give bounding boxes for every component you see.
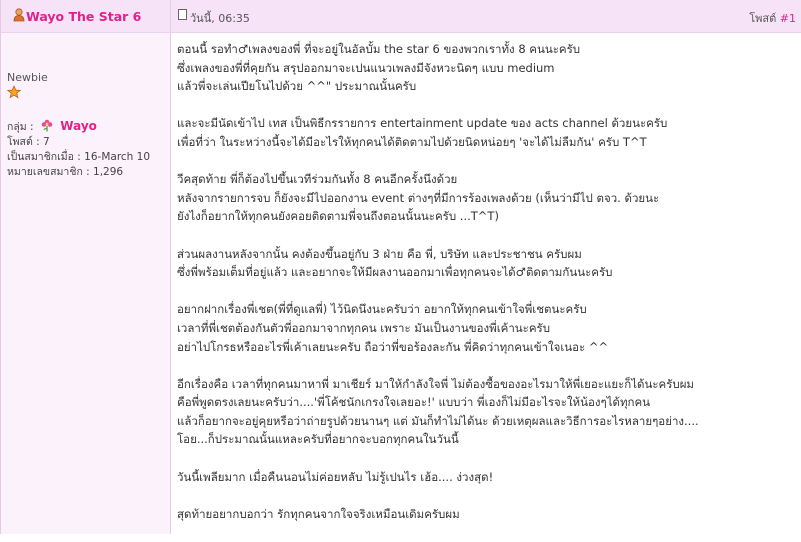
- paragraph: [177, 114, 797, 151]
- paragraph: [177, 300, 797, 356]
- author-post-count: โพสต์ : 7: [7, 136, 50, 148]
- text-line: เพื่อที่ว่า ในระหว่างนี้จะได้มีอะไรให้ทุกคนได้ติดตามไปด้วยนิดหน่อยๆ 'จะได้ไม่ลืมกัน' ครับ T^T: [177, 134, 647, 149]
- text-line: วันนี้เพลียมาก เมื่อคืนนอนไม่ค่อยหลับ ไม่รู้เปนไร เฮ้อ.... ง่วงสุด!: [177, 469, 494, 484]
- text-line: วีคสุดท้าย พี่ก็ต้องไปขึ้นเวทีร่วมกันทั้ง 8 คนอีกครั้งนึงด้วย: [177, 172, 458, 187]
- post-header: [171, 0, 801, 33]
- group-name: Wayo: [60, 119, 97, 133]
- post-number: [749, 9, 796, 27]
- star-icon: [7, 85, 21, 99]
- post-date: วันนี้, 06:35: [190, 12, 250, 25]
- paragraph: [177, 505, 797, 524]
- paragraph: [177, 375, 797, 449]
- post-number-link[interactable]: #1: [779, 12, 796, 25]
- text-line: อีกเรื่องคือ เวลาที่ทุกคนมาหาพี่ มาเชียร์ มาให้กำลังใจพี่ ไม่ต้องซื้อของอะไรมาให้พี่เยอะแยะก็ได้นะครับผม: [177, 376, 695, 391]
- document-icon: [178, 9, 187, 20]
- text-line: และจะมีนัดเข้าไป เทส เป็นพิธีกรรายการ entertainment update ของ acts channel ด้วยนะครับ: [177, 116, 668, 131]
- text-line: สุดท้ายอยากบอกว่า รักทุกคนจากใจจริงเหมือนเดิมครับผม: [177, 506, 460, 521]
- text-line: ซึ่งพี่พร้อมเต็มที่อยู่แล้ว และอยากจะให้มีผลงานออกมาเพื่อทุกคนจะได้♂ติดตามกันนะครับ: [177, 265, 613, 280]
- text-line: ยังไงก็อยากให้ทุกคนยังคอยติดตามพี่จนถึงตอนนั้นนะครับ ...T^T): [177, 209, 499, 224]
- author-name[interactable]: Wayo The Star 6: [26, 9, 142, 24]
- post-label: โพสต์: [749, 12, 777, 25]
- author-sidebar: [1, 33, 171, 534]
- user-icon: [13, 8, 25, 22]
- text-line: ซึ่งเพลงของพี่ที่คุยกัน สรุปออกมาจะเปนแนวเพลงมีจังหวะนิดๆ แบบ medium: [177, 60, 555, 75]
- text-line: คือพี่พูดตรงเลยนะครับว่า....'พี่โค้ชนักเกรงใจเลยอะ!' แบบว่า พี่เองก็ไม่มีอะไรจะให้น้องๆได้ทุกคน: [177, 395, 651, 410]
- author-rank: Newbie: [7, 71, 48, 84]
- text-line: แล้วก็อยากจะอยู่คุยหรือว่าถ่ายรูปด้วยนานๆ แต่ มันก็ทำไม่ได้นะ ด้วยเหตุผลและวิธีการอะไรหลายๆอย่าง....: [177, 413, 699, 428]
- text-line: ตอนนี้ รอทำ♂เพลงของพี่ ที่จะอยู่ในอัลบั้ม the star 6 ของพวกเราทั้ง 8 คนนะครับ: [177, 42, 581, 56]
- author-header: [1, 0, 171, 33]
- text-line: ส่วนผลงานหลังจากนั้น คงต้องขึ้นอยู่กับ 3 ฝ่าย คือ พี่, บริษัท และประชาชน ครับผม: [177, 246, 582, 261]
- flower-icon: [40, 118, 54, 132]
- text-line: อย่าไปโกรธหรืออะไรพี่เค้าเลยนะครับ ถือว่าพี่ขอร้องละกัน พี่คิดว่าทุกคนเข้าใจเนอะ ^^: [177, 339, 609, 354]
- author-member-number: หมายเลขสมาชิก : 1,296: [7, 166, 124, 178]
- paragraph: [177, 170, 797, 226]
- post-body: [177, 40, 797, 542]
- group-label: กลุ่ม :: [7, 121, 34, 133]
- author-group: [7, 118, 150, 135]
- text-line: โอย...ก็ประมาณนั้นแหละครับที่อยากจะบอกทุกคนในวันนี้: [177, 432, 459, 447]
- author-joined: เป็นสมาชิกเมื่อ : 16-March 10: [7, 151, 151, 163]
- author-info: [7, 118, 150, 180]
- paragraph: [177, 245, 797, 282]
- paragraph: [177, 468, 797, 487]
- text-line: หลังจากรายการจบ ก็ยังจะมีไปออกงาน event ต่างๆที่มีการร้องเพลงด้วย (เห็นว่ามีไป ตจว. ด้วยนะ: [177, 190, 660, 205]
- paragraph: [177, 40, 797, 96]
- text-line: เวลาที่พี่เชตต้องกันตัวพี่ออกมาจากทุกคน เพราะ มันเป็นงานของพี่เค้านะครับ: [177, 320, 551, 335]
- text-line: อยากฝากเรื่องพี่เชต(พี่ที่ดูแลพี่) ไว้นิดนึงนะครับว่า อยากให้ทุกคนเข้าใจพี่เชตนะครับ: [177, 302, 587, 317]
- text-line: แล้วพี่จะเล่นเปียโนไปด้วย ^^" ประมาณนั้นครับ: [177, 79, 417, 94]
